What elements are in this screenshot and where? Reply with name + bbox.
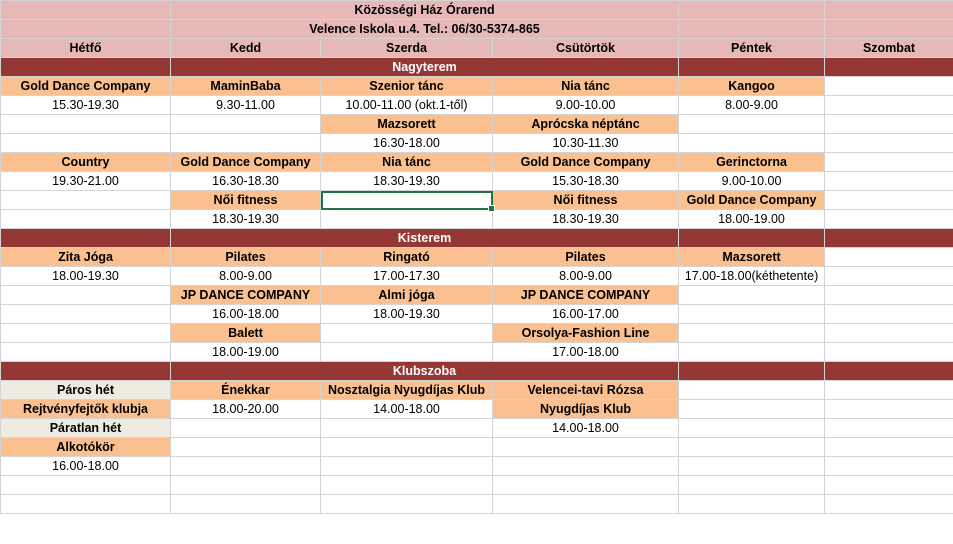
cell[interactable] [825,495,953,514]
cell[interactable] [493,438,679,457]
cell[interactable] [493,457,679,476]
activity-name[interactable]: Gold Dance Company [493,153,679,172]
cell[interactable] [825,210,953,229]
activity-time[interactable]: 16.00-18.00 [171,305,321,324]
cell[interactable] [679,229,825,248]
cell[interactable] [679,419,825,438]
activity-name[interactable]: Mazsorett [679,248,825,267]
cell[interactable] [679,476,825,495]
cell[interactable] [171,438,321,457]
cell[interactable] [1,210,171,229]
cell[interactable] [825,153,953,172]
week-label[interactable]: Páros hét [1,381,171,400]
activity-name[interactable]: Orsolya-Fashion Line [493,324,679,343]
cell[interactable] [825,96,953,115]
activity-time[interactable]: 16.00-18.00 [1,457,171,476]
cell[interactable] [679,58,825,77]
cell[interactable] [1,134,171,153]
cell[interactable] [171,476,321,495]
cell[interactable] [679,305,825,324]
section-header-klubszoba[interactable]: Klubszoba [171,362,679,381]
cell[interactable] [679,324,825,343]
cell[interactable] [825,324,953,343]
activity-name[interactable]: Ringató [321,248,493,267]
cell[interactable] [825,400,953,419]
activity-name[interactable]: Gold Dance Company [171,153,321,172]
cell[interactable] [679,457,825,476]
cell[interactable] [679,115,825,134]
cell[interactable] [825,305,953,324]
cell[interactable] [679,286,825,305]
activity-name[interactable]: Alkotókör [1,438,171,457]
cell[interactable] [679,400,825,419]
cell[interactable] [825,419,953,438]
activity-time[interactable]: 18.00-19.00 [679,210,825,229]
cell[interactable] [171,457,321,476]
cell[interactable] [493,495,679,514]
activity-name[interactable]: Szenior tánc [321,77,493,96]
activity-name[interactable]: Női fitness [171,191,321,210]
cell[interactable] [679,20,825,39]
fill-handle[interactable] [488,205,495,212]
activity-time[interactable]: 8.00-9.00 [493,267,679,286]
cell[interactable] [825,248,953,267]
cell[interactable] [1,58,171,77]
cell[interactable] [1,191,171,210]
activity-name[interactable]: Zita Jóga [1,248,171,267]
activity-name[interactable]: Nosztalgia Nyugdíjas Klub [321,381,493,400]
activity-time[interactable]: 18.00-20.00 [171,400,321,419]
cell[interactable] [321,438,493,457]
activity-name[interactable]: Aprócska néptánc [493,115,679,134]
cell[interactable] [321,419,493,438]
cell[interactable] [825,381,953,400]
day-header-friday[interactable]: Péntek [679,39,825,58]
cell[interactable] [825,476,953,495]
cell[interactable] [1,115,171,134]
activity-time[interactable]: 18.30-19.30 [321,172,493,191]
cell[interactable] [825,267,953,286]
activity-time[interactable]: 8.00-9.00 [171,267,321,286]
section-header-nagyterem[interactable]: Nagyterem [171,58,679,77]
cell[interactable] [1,495,171,514]
activity-name[interactable]: Női fitness [493,191,679,210]
cell[interactable] [171,134,321,153]
cell[interactable] [825,58,953,77]
activity-time[interactable]: 18.00-19.00 [171,343,321,362]
activity-name[interactable]: Nyugdíjas Klub [493,400,679,419]
day-header-saturday[interactable]: Szombat [825,39,953,58]
activity-name[interactable]: Gerinctorna [679,153,825,172]
activity-time[interactable]: 16.30-18.00 [321,134,493,153]
activity-name[interactable]: Énekkar [171,381,321,400]
cell[interactable] [1,324,171,343]
cell[interactable] [679,438,825,457]
cell[interactable] [679,362,825,381]
activity-time[interactable]: 18.30-19.30 [171,210,321,229]
cell[interactable] [1,1,171,20]
day-header-monday[interactable]: Hétfő [1,39,171,58]
activity-time[interactable]: 18.30-19.30 [493,210,679,229]
cell[interactable] [1,305,171,324]
cell[interactable] [321,210,493,229]
cell[interactable] [679,495,825,514]
activity-time[interactable]: 17.00-17.30 [321,267,493,286]
activity-name[interactable]: Nia tánc [321,153,493,172]
cell[interactable] [321,343,493,362]
activity-name[interactable]: Almi jóga [321,286,493,305]
activity-time[interactable]: 9.30-11.00 [171,96,321,115]
activity-name[interactable]: Country [1,153,171,172]
activity-time[interactable]: 10.30-11.30 [493,134,679,153]
cell[interactable] [825,77,953,96]
activity-name[interactable]: Gold Dance Company [1,77,171,96]
activity-name[interactable]: JP DANCE COMPANY [171,286,321,305]
activity-name[interactable]: Pilates [493,248,679,267]
activity-time[interactable]: 17.00-18.00(kéthetente) [679,267,825,286]
cell[interactable] [825,20,953,39]
activity-time[interactable]: 9.00-10.00 [493,96,679,115]
cell[interactable] [825,134,953,153]
cell[interactable] [171,115,321,134]
activity-time[interactable]: 16.00-17.00 [493,305,679,324]
cell[interactable] [825,343,953,362]
activity-time[interactable]: 15.30-19.30 [1,96,171,115]
activity-time[interactable]: 19.30-21.00 [1,172,171,191]
cell[interactable] [825,457,953,476]
cell[interactable] [825,438,953,457]
cell[interactable] [679,381,825,400]
cell[interactable] [321,457,493,476]
cell[interactable] [1,286,171,305]
activity-time[interactable]: 8.00-9.00 [679,96,825,115]
cell[interactable] [825,191,953,210]
cell[interactable] [1,476,171,495]
cell[interactable] [825,362,953,381]
cell[interactable] [171,495,321,514]
activity-time[interactable]: 17.00-18.00 [493,343,679,362]
activity-name[interactable]: JP DANCE COMPANY [493,286,679,305]
activity-name[interactable]: Velencei-tavi Rózsa [493,381,679,400]
activity-name[interactable]: Kangoo [679,77,825,96]
cell[interactable] [825,229,953,248]
day-header-thursday[interactable]: Csütörtök [493,39,679,58]
cell[interactable] [679,1,825,20]
cell[interactable] [171,419,321,438]
activity-name[interactable]: Gold Dance Company [679,191,825,210]
activity-name[interactable]: MaminBaba [171,77,321,96]
cell[interactable] [493,476,679,495]
activity-name[interactable]: Pilates [171,248,321,267]
cell[interactable] [1,229,171,248]
cell[interactable] [825,172,953,191]
cell[interactable] [825,286,953,305]
cell[interactable] [679,343,825,362]
activity-time[interactable]: 18.00-19.30 [1,267,171,286]
activity-name[interactable]: Rejtvényfejtők klubja [1,400,171,419]
activity-time[interactable]: 9.00-10.00 [679,172,825,191]
cell[interactable] [1,362,171,381]
selected-cell[interactable] [321,191,493,210]
activity-time[interactable]: 18.00-19.30 [321,305,493,324]
activity-time[interactable]: 14.00-18.00 [321,400,493,419]
cell[interactable] [1,343,171,362]
activity-time[interactable]: 15.30-18.30 [493,172,679,191]
cell[interactable] [321,324,493,343]
day-header-wednesday[interactable]: Szerda [321,39,493,58]
section-header-kisterem[interactable]: Kisterem [171,229,679,248]
activity-time[interactable]: 16.30-18.30 [171,172,321,191]
page-title[interactable]: Közösségi Ház Órarend [171,1,679,20]
cell[interactable] [321,495,493,514]
activity-name[interactable]: Mazsorett [321,115,493,134]
activity-name[interactable]: Balett [171,324,321,343]
address-line[interactable]: Velence Iskola u.4. Tel.: 06/30-5374-865 [171,20,679,39]
activity-name[interactable]: Nia tánc [493,77,679,96]
week-label[interactable]: Páratlan hét [1,419,171,438]
cell[interactable] [679,134,825,153]
day-header-tuesday[interactable]: Kedd [171,39,321,58]
cell[interactable] [825,115,953,134]
cell[interactable] [825,1,953,20]
activity-time[interactable]: 10.00-11.00 (okt.1-től) [321,96,493,115]
cell[interactable] [321,476,493,495]
cell[interactable] [1,20,171,39]
activity-time[interactable]: 14.00-18.00 [493,419,679,438]
